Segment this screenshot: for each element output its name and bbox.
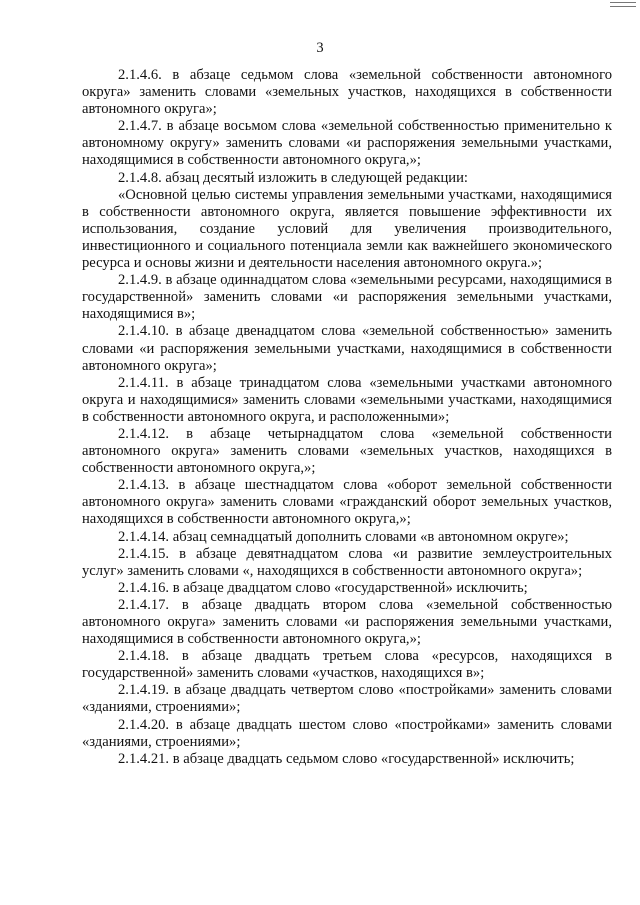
amendment-paragraph-2-1-4-8: 2.1.4.8. абзац десятый изложить в следующей редакции: (118, 169, 468, 186)
amendment-paragraph-2-1-4-18: 2.1.4.18. в абзаце двадцать третьем слова «ресурсов, находящихся в государственной» заменить словами «участков, находящихся в»; (82, 648, 612, 682)
amendment-paragraph-2-1-4-14: 2.1.4.14. абзац семнадцатый дополнить словами «в автономном округе»; (118, 528, 569, 545)
page-number: 3 (316, 40, 324, 56)
scan-corner-mark (610, 2, 636, 7)
amendment-paragraph-2-1-4-10: 2.1.4.10. в абзаце двенадцатом слова «земельной собственностью» заменить словами «и распоряжения земельными участками, находящимися в собственности автономного округа»; (82, 323, 612, 374)
quoted-new-wording-paragraph: «Основной целью системы управления земельными участками, находящимися в собственности автономного округа, является повышение эффективности их использования, создание условий для увеличения производительного, инвестиционного и социального потенциала земли как важнейшего экономического ресурса и основы жизни и деятельности населения автономного округа.»; (82, 186, 612, 272)
amendment-paragraph-2-1-4-15: 2.1.4.15. в абзаце девятнадцатом слова «и развитие землеустроительных услуг» заменить словами «, находящихся в собственности автономного округа»; (82, 545, 612, 579)
document-body (82, 67, 612, 768)
amendment-paragraph-2-1-4-21: 2.1.4.21. в абзаце двадцать седьмом слово «государственной» исключить; (118, 750, 575, 767)
amendment-paragraph-2-1-4-12: 2.1.4.12. в абзаце четырнадцатом слова «земельной собственности автономного округа» заменить словами «земельных участков, находящихся в собственности автономного округа,»; (82, 425, 612, 477)
amendment-paragraph-2-1-4-11: 2.1.4.11. в абзаце тринадцатом слова «земельными участками автономного округа и находящимися» заменить словами «земельными участками, находящимися в собственности автономного округа, и расположенными»; (82, 374, 612, 425)
amendment-paragraph-2-1-4-7: 2.1.4.7. в абзаце восьмом слова «земельной собственностью применительно к автономному округу» заменить словами «и распоряжения земельными участками, находящимися в собственности автономного округа,»; (82, 118, 612, 169)
amendment-paragraph-2-1-4-16: 2.1.4.16. в абзаце двадцатом слово «государственной» исключить; (118, 579, 528, 596)
amendment-paragraph-2-1-4-19: 2.1.4.19. в абзаце двадцать четвертом слово «постройками» заменить словами «зданиями, строениями»; (82, 682, 612, 716)
amendment-paragraph-2-1-4-9: 2.1.4.9. в абзаце одиннадцатом слова «земельными ресурсами, находящимися в государственной» заменить словами «и распоряжения земельными участками, находящимися в»; (82, 272, 612, 323)
amendment-paragraph-2-1-4-17: 2.1.4.17. в абзаце двадцать втором слова «земельной собственностью автономного округа» заменить словами «и распоряжения земельными участками, находящимися в собственности автономного округа,»; (82, 596, 612, 648)
amendment-paragraph-2-1-4-20: 2.1.4.20. в абзаце двадцать шестом слово «постройками» заменить словами «зданиями, строениями»; (82, 716, 612, 750)
amendment-paragraph-2-1-4-13: 2.1.4.13. в абзаце шестнадцатом слова «оборот земельной собственности автономного округа» заменить словами «гражданский оборот земельных участков, находящихся в собственности автономного округа,»; (82, 477, 612, 528)
amendment-paragraph-2-1-4-6: 2.1.4.6. в абзаце седьмом слова «земельной собственности автономного округа» заменить словами «земельных участков, находящихся в собственности автономного округа»; (82, 67, 612, 118)
